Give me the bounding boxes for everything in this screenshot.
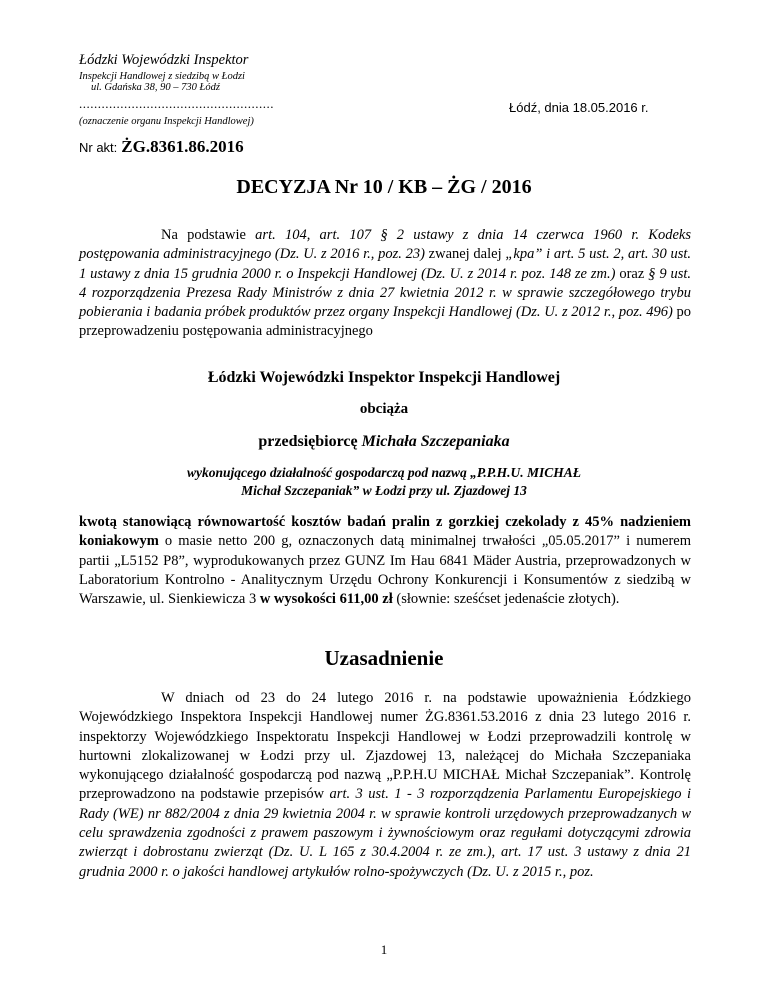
legal-basis-paragraph <box>79 226 691 342</box>
institution-name: Łódzki Wojewódzki Inspektor <box>79 52 249 68</box>
entrepreneur-prefix: przedsiębiorcę <box>258 433 362 450</box>
justification-title: Uzasadnienie <box>324 646 444 670</box>
case-number-value: ŻG.8361.86.2016 <box>121 137 244 156</box>
legal-basis-s3: zwanej dalej <box>424 246 506 263</box>
amount-paragraph <box>79 513 691 609</box>
legal-basis-s5: oraz <box>615 265 649 282</box>
authority-heading: Łódzki Wojewódzki Inspektor Inspekcji Handlowej <box>207 369 561 386</box>
legal-basis-s6: § 9 ust. 4 rozporządzenia Prezesa Rady Ministrów z dnia 27 kwietnia 2012 r. w sprawie szczegółowego trybu pobierania i badania próbek produktów przez organy Inspekcji Handlowej (Dz. U. z 2012 r., poz. 496) <box>79 265 692 321</box>
amount-value: w wysokości 611,00 zł <box>259 591 393 608</box>
legal-basis-s2: art. 104, art. 107 § 2 ustawy z dnia 14 czerwca 1960 r. Kodeks postępowania administracyjnego (Dz. U. z 2016 r., poz. 23) <box>79 227 691 263</box>
page-number: 1 <box>380 942 388 957</box>
institution-note: (oznaczenie organu Inspekcji Handlowej) <box>79 116 254 127</box>
justification-paragraph <box>79 689 691 882</box>
institution-address: ul. Gdańska 38, 90 – 730 Łódź <box>91 82 220 93</box>
entrepreneur-heading <box>0 433 768 451</box>
place-date: Łódź, dnia 18.05.2016 r. <box>509 100 649 115</box>
case-number-label: Nr akt: <box>79 140 118 155</box>
charges-heading: obciąża <box>359 401 409 417</box>
case-number <box>79 137 244 157</box>
business-line2: Michał Szczepaniak” w Łodzi przy ul. Zjazdowej 13 <box>241 483 527 498</box>
amount-bold1: kwotą stanowiącą równowartość kosztów badań pralin z gorzkiej czekolady z 45% nadzieniem koniakowym <box>79 514 691 550</box>
business-line1: wykonującego działalność gospodarczą pod nazwą „P.P.H.U. MICHAŁ <box>186 465 582 480</box>
decision-title: DECYZJA Nr 10 / KB – ŻG / 2016 <box>236 176 532 198</box>
justification-legal-refs: art. 3 ust. 1 - 3 rozporządzenia Parlamentu Europejskiego i Rady (WE) nr 882/2004 z dnia 29 kwietnia 2004 r. w sprawie kontroli urzędowych przeprowadzanych w celu sprawdzenia zgodności z prawem paszowym i żywnościowym oraz regułami dotyczącymi zdrowia zwierząt i dobrostanu zwierząt (Dz. U. L 165 z 30.4.2004 r. ze zm.), art. 17 ust. 3 ustawy z dnia 21 grudnia 2000 r. o jakości handlowej artykułów rolno-spożywczych (Dz. U. z 2015 r., poz. <box>79 786 691 880</box>
signature-dots: .................................................... <box>79 96 274 111</box>
justification-text: W dniach od 23 do 24 lutego 2016 r. na podstawie upoważnienia Łódzkiego Wojewódzkiego Inspektora Inspekcji Handlowej numer ŻG.8361.53.2016 z dnia 23 lutego 2016 r. inspektorzy Wojewódzkiego Inspektoratu Inspekcji Handlowej w Łodzi przeprowadzili kontrolę w hurtowni zlokalizowanej w Łodzi przy ul. Zjazdowej 13, należącej do Michała Szczepaniaka wykonującego działalność gospodarczą pod nazwą „P.P.H.U MICHAŁ Michał Szczepaniak”. Kontrolę przeprowadzono na podstawie przepisów <box>79 690 691 803</box>
legal-basis-s4: „kpa” i art. 5 ust. 2, art. 30 ust. 1 ustawy z dnia 15 grudnia 2000 r. o Inspekcji Handlowej (Dz. U. z 2014 r. poz. 148 ze zm.) <box>79 246 691 282</box>
institution-subname: Inspekcji Handlowej z siedzibą w Łodzi <box>79 71 245 82</box>
legal-basis-s7: po przeprowadzeniu postępowania administracyjnego <box>79 304 691 340</box>
legal-basis-s1: Na podstawie <box>161 227 256 243</box>
entrepreneur-name: Michała Szczepaniaka <box>361 433 510 450</box>
amount-text1: o masie netto 200 g, oznaczonych datą minimalnej trwałości „05.05.2017” i numerem partii „L5152 P8”, wyprodukowanych przez GUNZ Im Hau 6841 Mäder Austria, przeprowadzonych w Laboratorium Kontrolno - Analitycznym Urzędu Ochrony Konkurencji i Konsumentów z siedzibą w Warszawie, ul. Sienkiewicza 3 <box>79 533 691 608</box>
business-name <box>0 464 768 500</box>
amount-text2: (słownie: sześćset jedenaście złotych). <box>392 591 620 608</box>
